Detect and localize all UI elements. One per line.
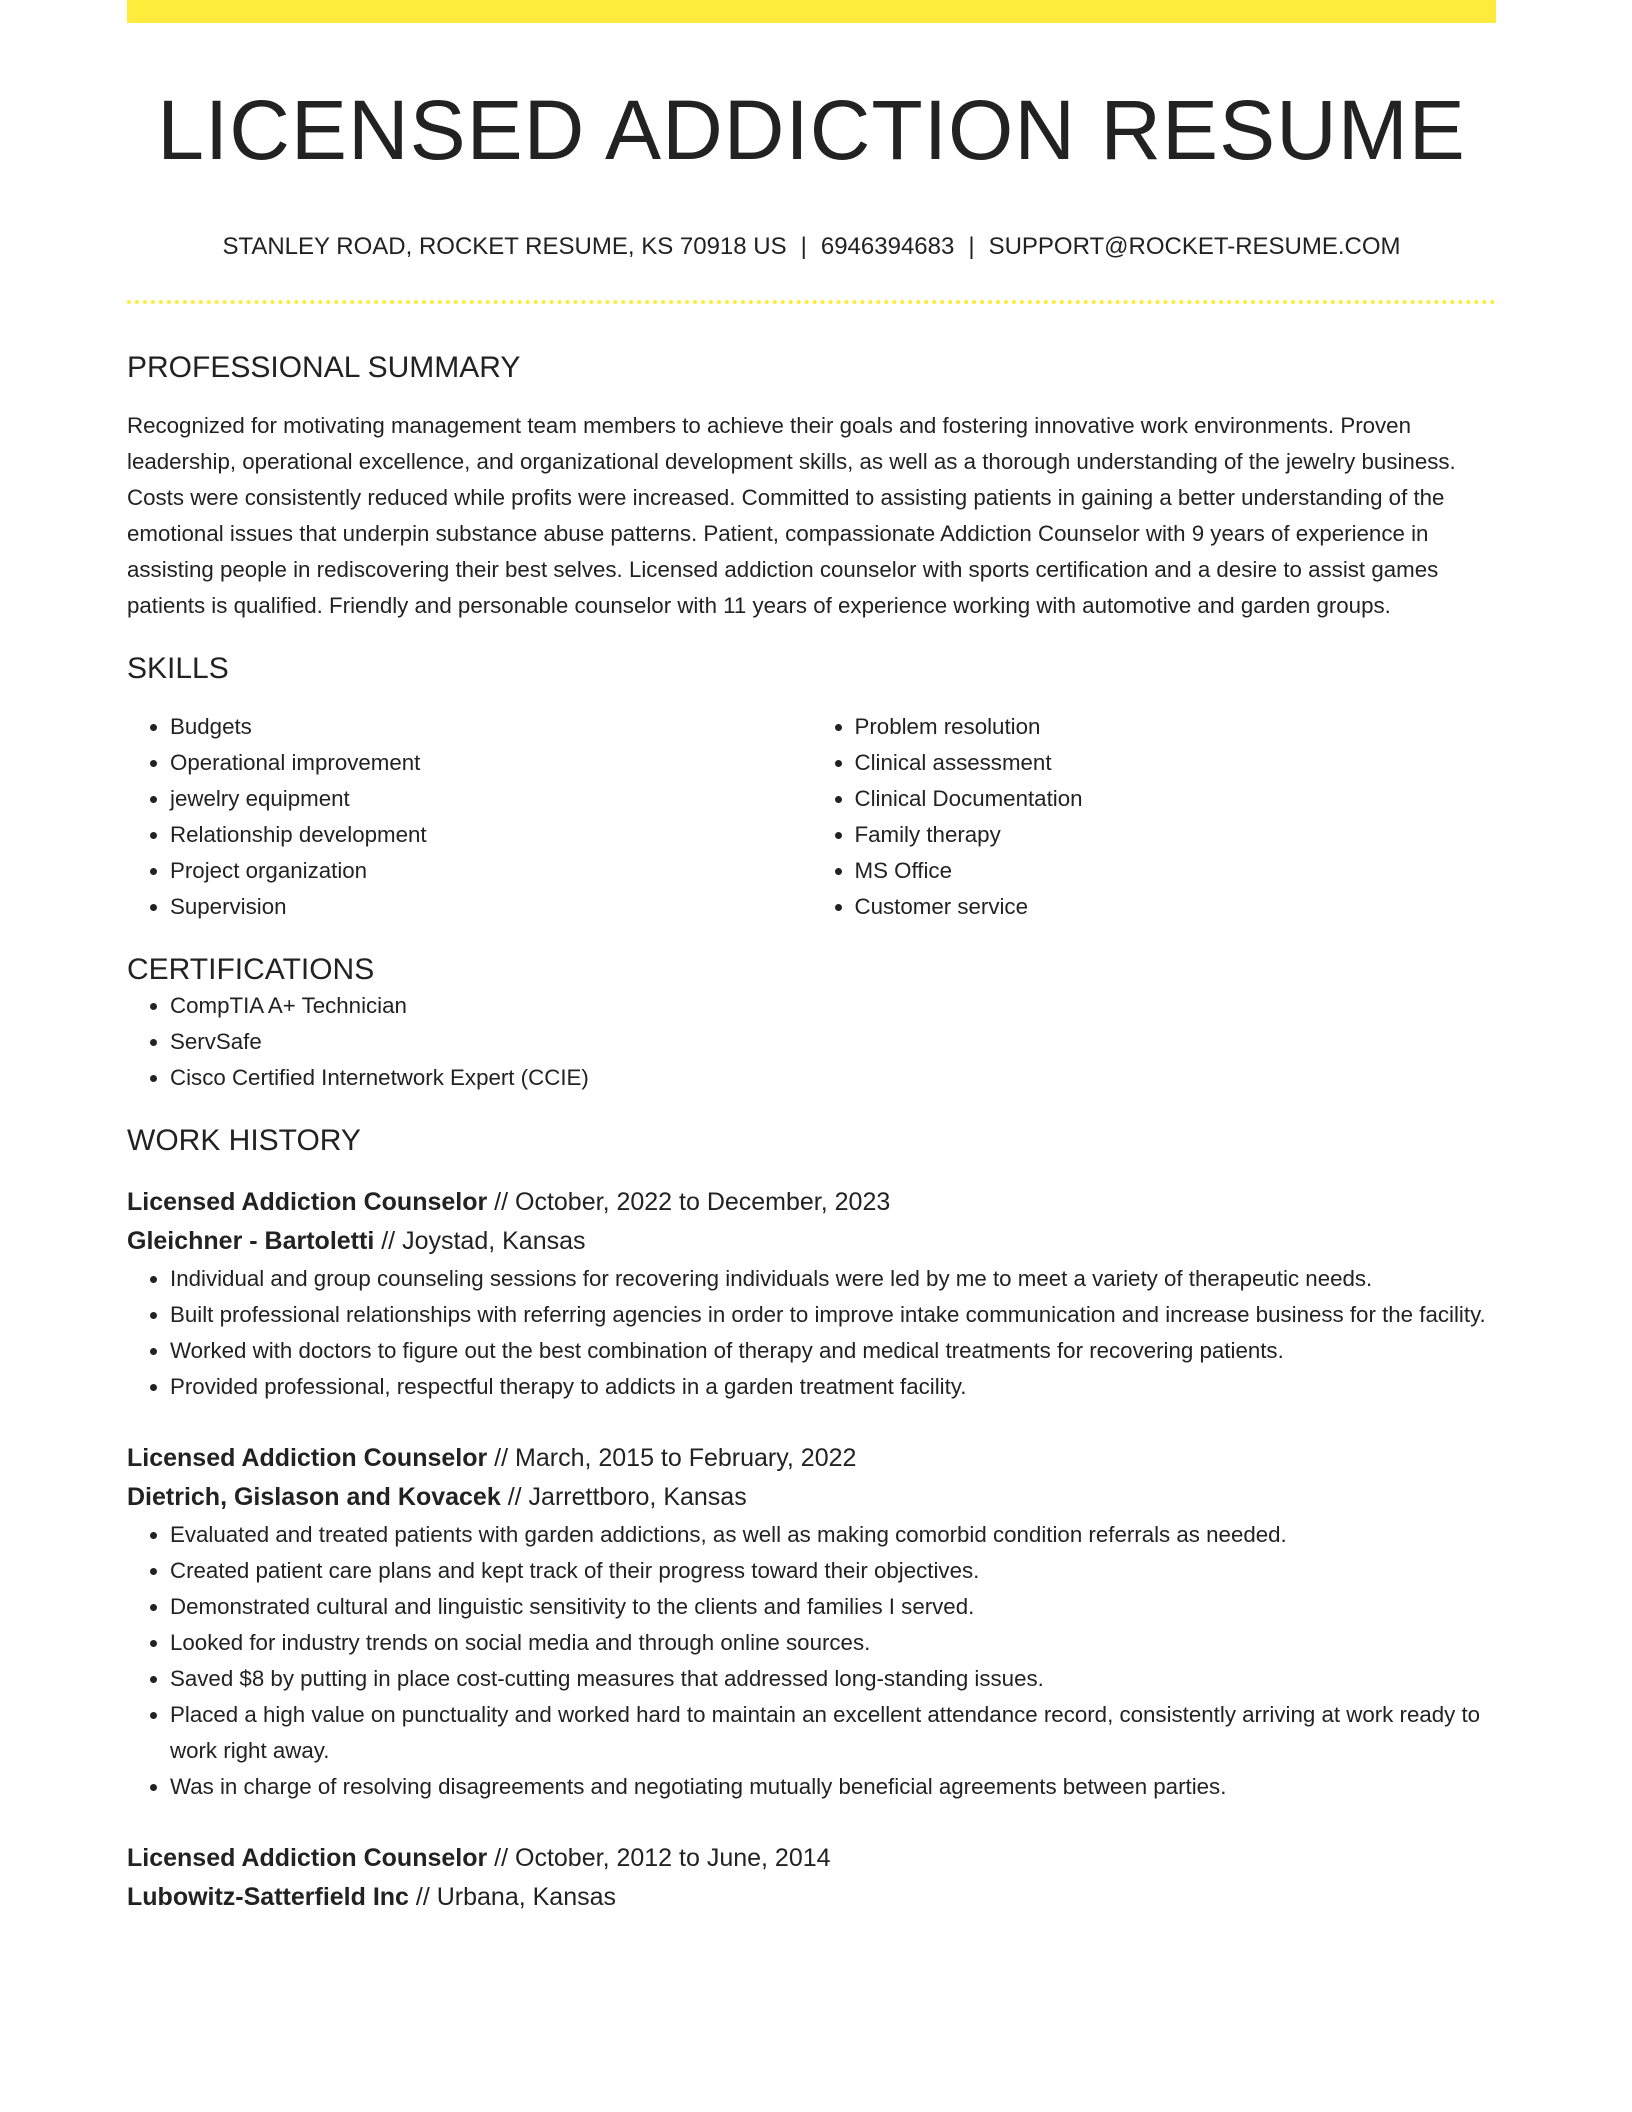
- job-title-line: Licensed Addiction Counselor // March, 2015 to February, 2022: [127, 1444, 857, 1472]
- skills-heading: SKILLS: [127, 652, 229, 685]
- certification-item: • Cisco Certified Internetwork Expert (CCIE): [170, 1060, 1496, 1096]
- job-duty-item: • Evaluated and treated patients with garden addictions, as well as making comorbid condition referrals as needed.: [170, 1517, 1496, 1553]
- job-duty-item: • Placed a high value on punctuality and worked hard to maintain an excellent attendance record, consistently arriving at work ready to work right away.: [170, 1697, 1496, 1769]
- certifications-heading: CERTIFICATIONS: [127, 953, 375, 986]
- certifications-list: [127, 988, 1496, 1096]
- resume-content: [127, 0, 1496, 1917]
- job-location: Urbana, Kansas: [436, 1883, 617, 1911]
- skills-list-right: [812, 709, 1497, 925]
- contact-address: STANLEY ROAD, ROCKET RESUME, KS 70918 US: [222, 233, 787, 260]
- contact-separator: |: [800, 233, 807, 260]
- job-dates: October, 2022 to December, 2023: [515, 1188, 891, 1216]
- summary-text: Recognized for motivating management team members to achieve their goals and fostering innovative work environments. Proven leadership, operational excellence, and organizational development skills, as well as a thorough understanding of the jewelry business. Costs were consistently reduced while profits were increased. Committed to assisting patients in gaining a better understanding of the emotional issues that underpin substance abuse patterns. Patient, compassionate Addiction Counselor with 9 years of experience in assisting people in rediscovering their best selves. Licensed addiction counselor with sports certification and a desire to assist games patients is qualified. Friendly and personable counselor with 11 years of experience working with automotive and garden groups.: [127, 413, 1456, 618]
- skill-item: • Budgets: [170, 709, 812, 745]
- contact-separator: |: [968, 233, 975, 260]
- job-location: Joystad, Kansas: [402, 1227, 586, 1255]
- skill-item: • MS Office: [855, 853, 1497, 889]
- job-company-line: Lubowitz-Satterfield Inc // Urbana, Kansas: [127, 1883, 617, 1911]
- job-company-line: Dietrich, Gislason and Kovacek // Jarrettboro, Kansas: [127, 1483, 747, 1511]
- work-history-heading: WORK HISTORY: [127, 1124, 361, 1157]
- skill-item: • Family therapy: [855, 817, 1497, 853]
- skills-grid: [127, 709, 1496, 925]
- job-duty-item: • Created patient care plans and kept track of their progress toward their objectives.: [170, 1553, 1496, 1589]
- job-location: Jarrettboro, Kansas: [528, 1483, 747, 1511]
- skill-item: • Clinical assessment: [855, 745, 1497, 781]
- job-company: Dietrich, Gislason and Kovacek: [127, 1483, 501, 1511]
- job-title-line: Licensed Addiction Counselor // October, 2012 to June, 2014: [127, 1844, 831, 1872]
- skill-item: • Problem resolution: [855, 709, 1497, 745]
- contact-line: [127, 232, 1496, 262]
- job-title: Licensed Addiction Counselor: [127, 1444, 488, 1472]
- job-duty-item: • Provided professional, respectful therapy to addicts in a garden treatment facility.: [170, 1369, 1496, 1405]
- job-title: Licensed Addiction Counselor: [127, 1188, 488, 1216]
- job-dates: March, 2015 to February, 2022: [515, 1444, 857, 1472]
- skill-item: • Customer service: [855, 889, 1497, 925]
- skills-list-left: [127, 709, 812, 925]
- contact-phone: 6946394683: [820, 233, 955, 260]
- certification-item: • ServSafe: [170, 1024, 1496, 1060]
- job-entry: [127, 1439, 1496, 1805]
- job-duty-item: • Individual and group counseling sessions for recovering individuals were led by me to meet a variety of therapeutic needs.: [170, 1261, 1496, 1297]
- certification-item: • CompTIA A+ Technician: [170, 988, 1496, 1024]
- job-duty-item: • Was in charge of resolving disagreements and negotiating mutually beneficial agreements between parties.: [170, 1769, 1496, 1805]
- skill-item: • Project organization: [170, 853, 812, 889]
- job-duties-list: [127, 1261, 1496, 1405]
- job-duties-list: [127, 1517, 1496, 1805]
- job-dates: October, 2012 to June, 2014: [515, 1844, 831, 1872]
- skill-item: • Relationship development: [170, 817, 812, 853]
- job-duty-item: • Built professional relationships with referring agencies in order to improve intake communication and increase business for the facility.: [170, 1297, 1496, 1333]
- contact-email: SUPPORT@ROCKET-RESUME.COM: [988, 233, 1401, 260]
- dotted-divider: [127, 300, 1496, 304]
- resume-title: LICENSED ADDICTION RESUME: [157, 83, 1466, 177]
- work-history-list: [127, 1183, 1496, 1917]
- job-duty-item: • Worked with doctors to figure out the best combination of therapy and medical treatments for recovering patients.: [170, 1333, 1496, 1369]
- job-company-line: Gleichner - Bartoletti // Joystad, Kansas: [127, 1227, 586, 1255]
- job-entry: [127, 1183, 1496, 1405]
- job-company: Lubowitz-Satterfield Inc: [127, 1883, 409, 1911]
- summary-heading: PROFESSIONAL SUMMARY: [127, 351, 521, 384]
- job-duty-item: • Saved $8 by putting in place cost-cutting measures that addressed long-standing issues.: [170, 1661, 1496, 1697]
- skill-item: • Clinical Documentation: [855, 781, 1497, 817]
- job-title-line: Licensed Addiction Counselor // October, 2022 to December, 2023: [127, 1188, 891, 1216]
- skill-item: • Supervision: [170, 889, 812, 925]
- job-company: Gleichner - Bartoletti: [127, 1227, 375, 1255]
- skill-item: • Operational improvement: [170, 745, 812, 781]
- job-entry: [127, 1839, 1496, 1917]
- job-duty-item: • Looked for industry trends on social media and through online sources.: [170, 1625, 1496, 1661]
- job-title: Licensed Addiction Counselor: [127, 1844, 488, 1872]
- job-duty-item: • Demonstrated cultural and linguistic sensitivity to the clients and families I served.: [170, 1589, 1496, 1625]
- skill-item: • jewelry equipment: [170, 781, 812, 817]
